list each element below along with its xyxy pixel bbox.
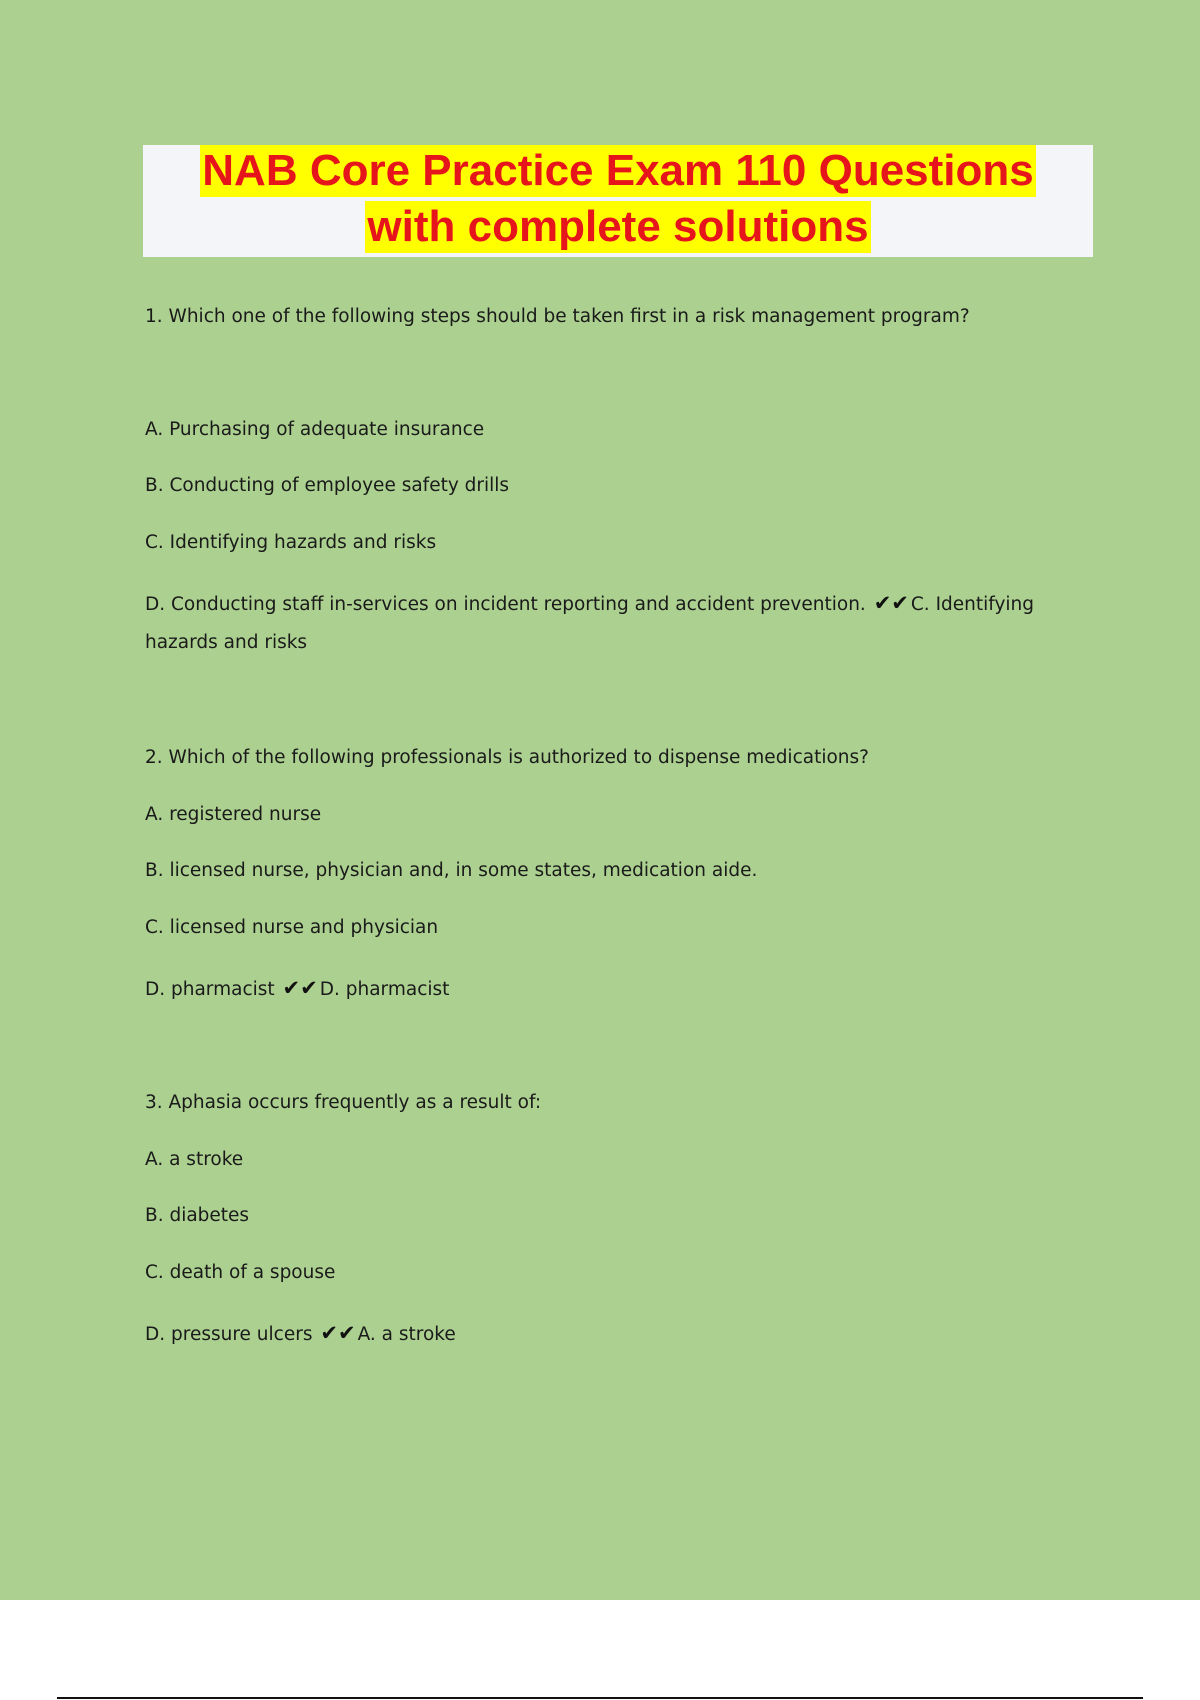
question-1-option-c: C. Identifying hazards and risks (145, 532, 437, 553)
footer-divider (57, 1697, 1143, 1699)
question-3-option-a: A. a stroke (145, 1149, 244, 1170)
question-3-option-c: C. death of a spouse (145, 1262, 336, 1283)
question-3-answer: A. a stroke (357, 1324, 456, 1345)
checkmark-icon: ✔✔ (320, 1321, 356, 1345)
question-3-option-d: D. pressure ulcers (145, 1324, 313, 1345)
question-2-option-d: D. pharmacist (145, 979, 275, 1000)
question-2-text: 2. Which of the following professionals is authorized to dispense medications? (145, 747, 869, 768)
question-2-option-a: A. registered nurse (145, 804, 322, 825)
question-2-answer: D. pharmacist (319, 979, 450, 1000)
title-line-2: with complete solutions (367, 202, 869, 251)
title-box (143, 145, 1093, 257)
question-2-option-c: C. licensed nurse and physician (145, 917, 439, 938)
question-3-option-d-line (145, 1321, 456, 1347)
question-1-option-d-line (145, 591, 1034, 617)
checkmark-icon: ✔✔ (282, 976, 318, 1000)
question-3-text: 3. Aphasia occurs frequently as a result of: (145, 1092, 542, 1113)
checkmark-icon: ✔✔ (873, 591, 909, 615)
question-1-answer: C. Identifying (910, 594, 1035, 615)
question-1-answer-continued: hazards and risks (145, 632, 308, 653)
title-line-1: NAB Core Practice Exam 110 Questions (202, 146, 1034, 195)
question-2-option-b: B. licensed nurse, physician and, in some states, medication aide. (145, 860, 758, 881)
question-1-text: 1. Which one of the following steps should be taken first in a risk management program? (145, 306, 970, 327)
question-3-option-b: B. diabetes (145, 1205, 250, 1226)
question-2-option-d-line (145, 976, 449, 1002)
question-1-option-b: B. Conducting of employee safety drills (145, 475, 510, 496)
question-1-option-d: D. Conducting staff in-services on incident reporting and accident prevention. (145, 594, 866, 615)
question-1-option-a: A. Purchasing of adequate insurance (145, 419, 485, 440)
